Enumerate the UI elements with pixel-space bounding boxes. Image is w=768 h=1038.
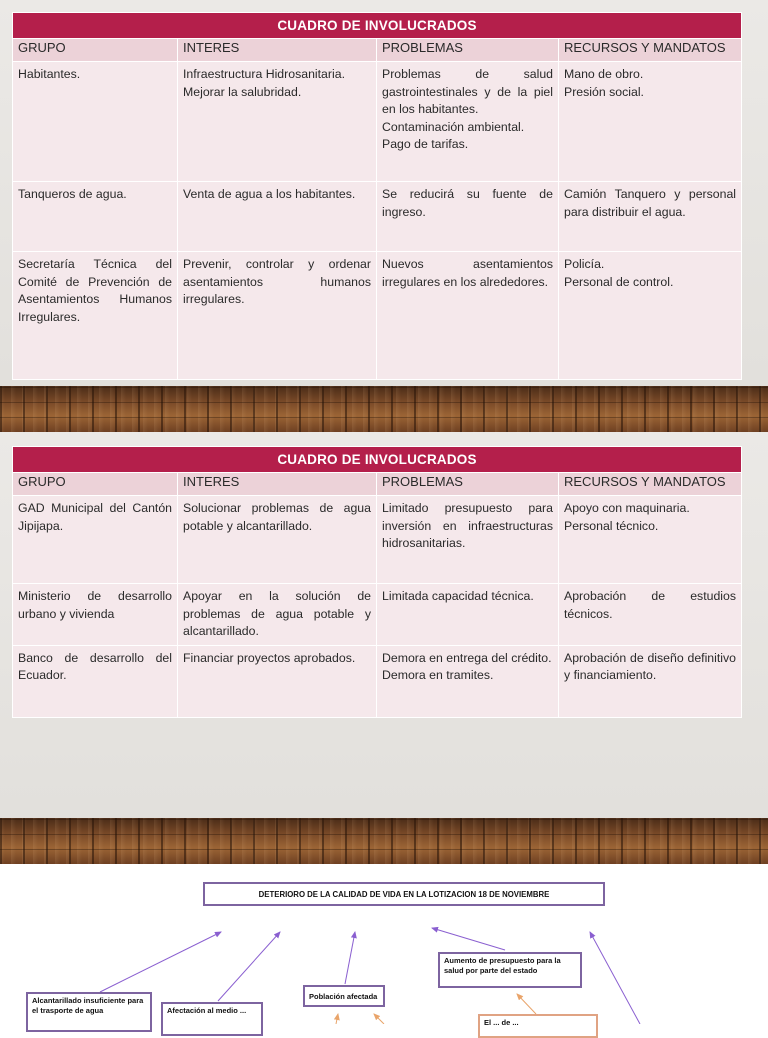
main-effect-box: DETERIORO DE LA CALIDAD DE VIDA EN LA LOTIZACION 18 DE NOVIEMBRE <box>203 882 605 906</box>
arrow <box>100 932 221 992</box>
cell-interes: Infraestructura Hidrosanitaria. Mejorar la salubridad. <box>178 62 377 182</box>
cell-interes: Apoyar en la solución de problemas de agua potable y alcantarillado. <box>178 584 377 646</box>
column-header-recursos: RECURSOS Y MANDATOS <box>559 473 742 496</box>
cell-interes: Prevenir, controlar y ordenar asentamientos humanos irregulares. <box>178 252 377 380</box>
arrow <box>432 928 505 950</box>
wood-floor-decoration <box>0 818 768 864</box>
cell-problemas: Demora en entrega del crédito. Demora en tramites. <box>377 645 559 717</box>
arrow <box>345 932 355 984</box>
cell-grupo: GAD Municipal del Cantón Jipijapa. <box>13 496 178 584</box>
cell-interes: Solucionar problemas de agua potable y alcantarillado. <box>178 496 377 584</box>
cell-problemas: Problemas de salud gastrointestinales y de la piel en los habitantes. Contaminación ambiental. Pago de tarifas. <box>377 62 559 182</box>
table-row <box>13 62 742 182</box>
cell-recursos: Mano de obro. Presión social. <box>559 62 742 182</box>
table-row <box>13 496 742 584</box>
cell-problemas: Limitada capacidad técnica. <box>377 584 559 646</box>
cell-recursos: Policía. Personal de control. <box>559 252 742 380</box>
cell-grupo: Tanqueros de agua. <box>13 182 178 252</box>
cell-interes: Venta de agua a los habitantes. <box>178 182 377 252</box>
table-row <box>13 252 742 380</box>
effect-box: Aumento de presupuesto para la salud por parte del estado <box>438 952 582 988</box>
column-header-grupo: GRUPO <box>13 473 178 496</box>
cell-grupo: Ministerio de desarrollo urbano y vivienda <box>13 584 178 646</box>
table-title: CUADRO DE INVOLUCRADOS <box>13 447 742 473</box>
involved-table-2 <box>12 446 742 718</box>
cell-problemas: Nuevos asentamientos irregulares en los alrededores. <box>377 252 559 380</box>
effect-box: Población afectada <box>303 985 385 1007</box>
cell-problemas: Se reducirá su fuente de ingreso. <box>377 182 559 252</box>
column-header-problemas: PROBLEMAS <box>377 473 559 496</box>
cell-interes: Financiar proyectos aprobados. <box>178 645 377 717</box>
cell-recursos: Aprobación de estudios técnicos. <box>559 584 742 646</box>
effect-box: Alcantarillado insuficiente para el trasporte de agua <box>26 992 152 1032</box>
column-header-interes: INTERES <box>178 39 377 62</box>
cell-recursos: Camión Tanquero y personal para distribuir el agua. <box>559 182 742 252</box>
cell-grupo: Habitantes. <box>13 62 178 182</box>
involved-table-1 <box>12 12 742 380</box>
problem-tree-diagram <box>0 864 768 1027</box>
cause-box: El ... de ... <box>478 1014 598 1038</box>
column-header-problemas: PROBLEMAS <box>377 39 559 62</box>
table-title: CUADRO DE INVOLUCRADOS <box>13 13 742 39</box>
table-row <box>13 645 742 717</box>
column-header-recursos: RECURSOS Y MANDATOS <box>559 39 742 62</box>
column-header-interes: INTERES <box>178 473 377 496</box>
column-header-grupo: GRUPO <box>13 39 178 62</box>
arrow <box>336 1014 338 1024</box>
cell-grupo: Banco de desarrollo del Ecuador. <box>13 645 178 717</box>
arrow <box>517 994 536 1014</box>
wood-floor-decoration <box>0 386 768 432</box>
arrow <box>218 932 280 1001</box>
cell-problemas: Limitado presupuesto para inversión en infraestructuras hidrosanitarias. <box>377 496 559 584</box>
table-row <box>13 584 742 646</box>
slide-2 <box>0 432 768 818</box>
cell-recursos: Apoyo con maquinaria. Personal técnico. <box>559 496 742 584</box>
arrow <box>374 1014 384 1024</box>
effect-box: Afectación al medio ... <box>161 1002 263 1036</box>
cell-recursos: Aprobación de diseño definitivo y financiamiento. <box>559 645 742 717</box>
arrow <box>590 932 640 1024</box>
cell-grupo: Secretaría Técnica del Comité de Prevención de Asentamientos Humanos Irregulares. <box>13 252 178 380</box>
slide-1 <box>0 0 768 386</box>
table-row <box>13 182 742 252</box>
